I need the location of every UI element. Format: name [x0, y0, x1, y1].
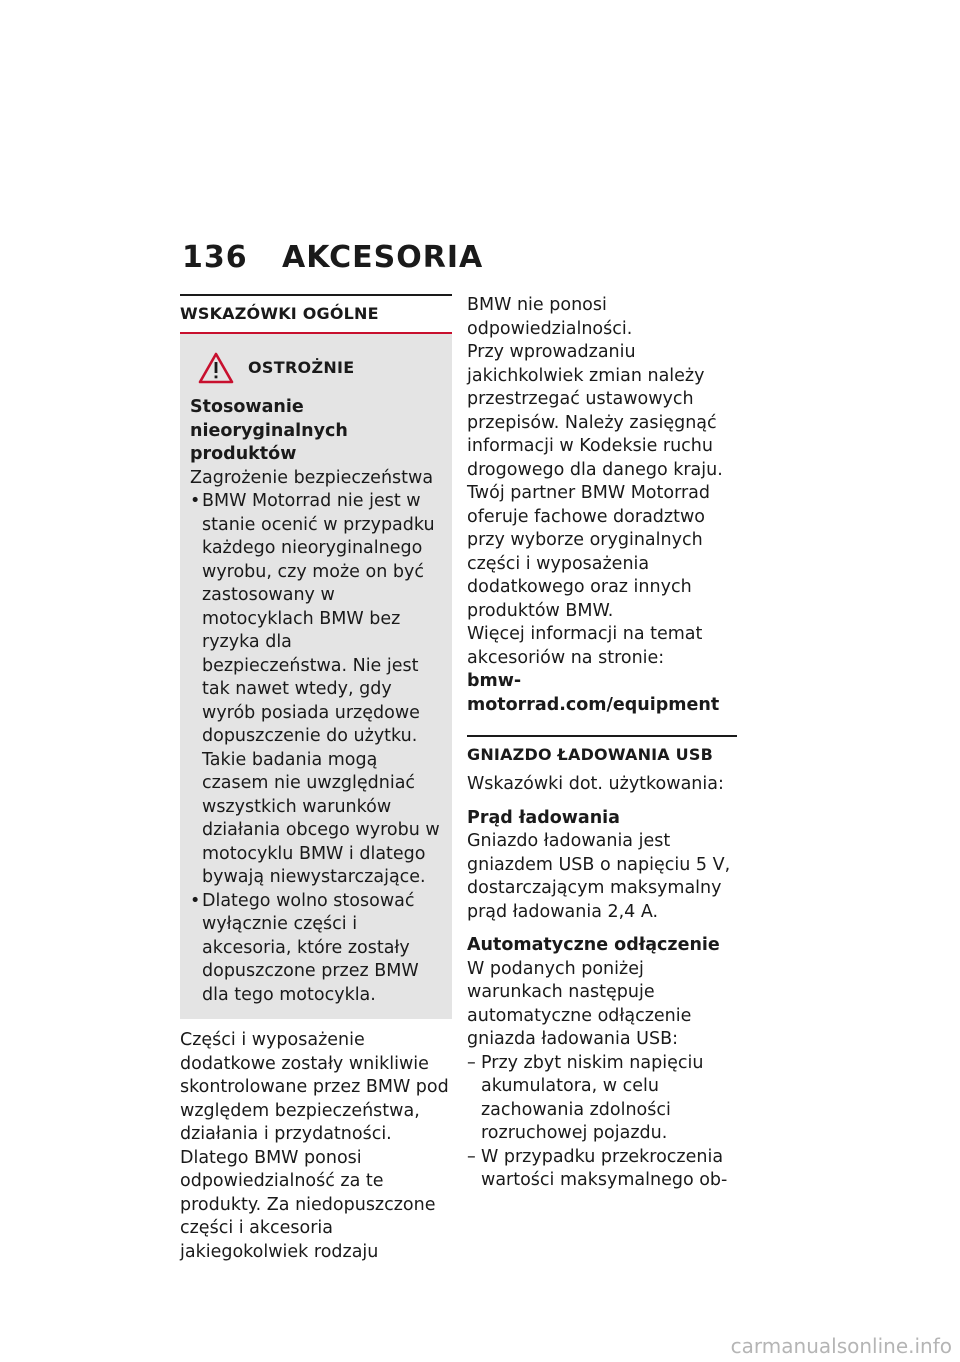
warning-title: Stosowanie nieoryginalnych produktów — [190, 397, 348, 464]
body-paragraph: Więcej informacji na temat akcesoriów na stronie: — [467, 624, 703, 668]
body-paragraph: Części i wyposażenie dodatkowe zostały wnikliwie skontrolowane przez BMW pod względem bezpieczeństwa, działania i przydatności. Dlatego BMW ponosi odpowiedzialność za te produkty. Za niedopuszczone części i akcesoria jakiegokolwiek rodzaju — [180, 1030, 449, 1262]
charge-text: Gniazdo ładowania jest gniazdem USB o napięciu 5 V, dostarczającym maksymalny prąd ładowania 2,4 A. — [467, 831, 731, 922]
disconnect-conditions — [467, 1052, 737, 1193]
watermark: carmanualsonline.info — [730, 1334, 952, 1358]
warning-box — [180, 334, 452, 1019]
left-column — [180, 294, 452, 1264]
right-column — [467, 294, 737, 1193]
warning-subtitle: Zagrożenie bezpieczeństwa — [190, 467, 434, 488]
list-item: • BMW Motorrad nie jest w stanie ocenić w przypadku każdego nieoryginalnego wyrobu, czy może on być zastosowany w motocyklach BMW bez ryzyka dla bezpieczeństwa. Nie jest tak nawet wtedy, gdy wyrób posiada urzędowe dopuszczenie do użytku. Takie badania mogą czasem nie uwzględniać wszystkich warunków działania obcego wyrobu w motocyklu BMW i dlatego bywają niewystarczające. — [190, 490, 442, 890]
warning-head — [198, 352, 442, 384]
warning-label: OSTROŻNIE — [248, 358, 355, 378]
page-header — [182, 240, 483, 275]
charge-heading: Prąd ładowania — [467, 807, 620, 828]
body-paragraph: Przy wprowadzaniu jakichkolwiek zmian należy przestrzegać ustawowych przepisów. Należy zasięgnąć informacji w Kodeksie ruchu drogowego dla danego kraju. — [467, 342, 723, 480]
auto-disconnect-text: W podanych poniżej warunkach następuje automatyczne odłączenie gniazda ładowania USB: — [467, 958, 692, 1049]
section-heading-general: WSKAZÓWKI OGÓLNE — [180, 304, 379, 323]
auto-disconnect-heading: Automatyczne odłączenie — [467, 935, 720, 955]
section-heading-usb: GNIAZDO ŁADOWANIA USB — [467, 745, 713, 764]
body-paragraph: BMW nie ponosi odpowiedzialności. — [467, 295, 633, 339]
list-item: – Przy zbyt niskim napięciu akumulatora, w celu zachowania zdolności rozruchowej pojazdu. — [467, 1052, 737, 1146]
warning-bullets — [190, 490, 442, 1007]
list-item: – W przypadku przekroczenia wartości maksymalnego ob- — [467, 1146, 737, 1193]
body-paragraph: Twój partner BMW Motorrad oferuje fachowe doradztwo przy wyborze oryginalnych części i wyposażenia dodatkowego oraz innych produktów BMW. — [467, 483, 711, 621]
accessories-link[interactable]: bmw-motorrad.com/equipment — [467, 671, 720, 715]
usage-note: Wskazówki dot. użytkowania: — [467, 774, 724, 794]
warning-triangle-icon — [198, 352, 234, 384]
page-number: 136 — [182, 240, 248, 275]
chapter-title: AKCESORIA — [282, 240, 484, 275]
list-item: • Dlatego wolno stosować wyłącznie części i akcesoria, które zostały dopuszczone przez BMW dla tego motocykla. — [190, 890, 442, 1008]
